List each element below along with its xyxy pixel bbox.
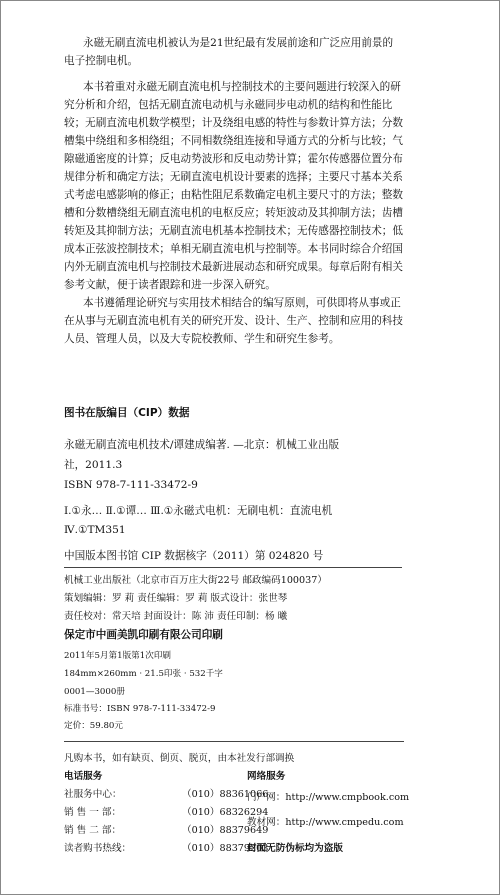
footer-divider (64, 741, 404, 742)
intro-line: 究分析和介绍，包括无刷直流电动机与永磁同步电动机的结构和性能比 (64, 99, 393, 111)
intro-line: 槽集中绕组和多相绕组；不同相数绕组连接和导通方式的分析与比较；气 (64, 135, 403, 147)
phone-row (64, 843, 268, 855)
intro-line: 转矩及其抑制方法；无刷直流电机基本控制技术；无传感器控制技术；低 (64, 225, 403, 237)
cip-record-number: 中国版本图书馆 CIP 数据核字（2011）第 024820 号 (64, 550, 324, 562)
phone-number: （010）88379203 (182, 843, 269, 854)
cip-classification: Ⅳ.①TM351 (64, 524, 126, 536)
intro-line: 在从事与无刷直流电机有关的研究开发、设计、生产、控制和应用的科技 (64, 315, 403, 327)
format-line: 184mm×260mm · 21.5印张 · 532千字 (64, 669, 223, 679)
phone-label: 读者购书热线： (64, 843, 132, 854)
intro-line: 本书遵循理论研究与实用技术相结合的编写原则，可供即将从事或正 (83, 297, 401, 309)
intro-line: 参考文献，便于读者跟踪和进一步深入研究。 (64, 279, 276, 291)
standard-number-line: 标准书号：ISBN 978-7-111-33472-9 (64, 704, 216, 714)
intro-line: 本书着重对永磁无刷直流电机与控制技术的主要问题进行较深入的研 (83, 81, 401, 93)
price-line: 定价：59.80元 (64, 721, 123, 731)
intro-line: 内外无刷直流电机与控制技术最新进展动态和研究成果。每章后附有相关 (64, 261, 403, 273)
intro-line: 规律分析和确定方法；无刷直流电机设计要素的选择；主要尺寸基本关系 (64, 171, 403, 183)
intro-line: 人员、管理人员，以及大专院校教师、学生和研究生参考。 (64, 333, 340, 345)
phone-label: 社服务中心： (64, 789, 122, 800)
intro-line: 隙磁通密度的计算；反电动势波形和反电动势计算；霍尔传感器位置分布 (64, 153, 403, 165)
phone-label: 销 售 二 部： (64, 825, 122, 836)
phone-number: （010）68326294 (182, 807, 269, 818)
replacement-notice: 凡购本书，如有缺页、倒页、脱页，由本社发行部调换 (64, 753, 295, 764)
edition-line: 2011年5月第1版第1次印刷 (64, 651, 172, 661)
cip-classification: Ⅰ.①永… Ⅱ.①谭… Ⅲ.①永磁式电机：无刷电机：直流电机 (64, 505, 333, 517)
printer-line: 保定市中画美凯印刷有限公司印刷 (64, 629, 223, 641)
intro-line: 电子控制电机。 (64, 55, 139, 67)
portal-url[interactable]: 门户网：http://www.cmpbook.com (247, 792, 410, 803)
phone-row (64, 825, 268, 837)
intro-line: 成本正弦波控制技术；单相无刷直流电机与控制等。本书同时综合介绍国 (64, 243, 403, 255)
cip-line: 永磁无刷直流电机技术/谭建成编著. —北京：机械工业出版 (64, 439, 340, 451)
phone-number: （010）88379649 (182, 825, 269, 836)
phone-row (64, 789, 268, 801)
network-service-heading: 网络服务 (247, 771, 286, 782)
phone-label: 销 售 一 部： (64, 807, 122, 818)
cip-line: 社，2011.3 (64, 459, 123, 471)
intro-line: 永磁无刷直流电机被认为是21世纪最有发展前途和广泛应用前景的 (83, 37, 394, 49)
cip-isbn: ISBN 978-7-111-33472-9 (64, 479, 198, 491)
cip-heading: 图书在版编目（CIP）数据 (64, 407, 190, 419)
editor-line: 策划编辑：罗 莉 责任编辑：罗 莉 版式设计：张世琴 (64, 593, 288, 604)
proofreader-line: 责任校对：常天培 封面设计：陈 沛 责任印制：杨 曦 (64, 611, 288, 622)
intro-line: 较；无刷直流电机数学模型；计及绕组电感的特性与参数计算方法；分数 (64, 117, 403, 129)
phone-row (64, 807, 268, 819)
intro-line: 槽和分数槽绕组无刷直流电机的电枢反应；转矩波动及其抑制方法；齿槽 (64, 207, 403, 219)
cip-divider (64, 567, 402, 568)
education-url[interactable]: 教材网：http://www.cmpedu.com (247, 817, 404, 828)
phone-number: （010）88361066 (182, 789, 269, 800)
intro-line: 式考虑电感影响的修正；由粘性阻尼系数确定电机主要尺寸的方法；整数 (64, 189, 403, 201)
print-run-line: 0001—3000册 (64, 687, 125, 697)
anti-counterfeit-notice: 封面无防伪标均为盗版 (247, 843, 343, 854)
phone-service-heading: 电话服务 (64, 771, 103, 782)
publisher-line: 机械工业出版社（北京市百万庄大街22号 邮政编码100037） (64, 575, 327, 586)
